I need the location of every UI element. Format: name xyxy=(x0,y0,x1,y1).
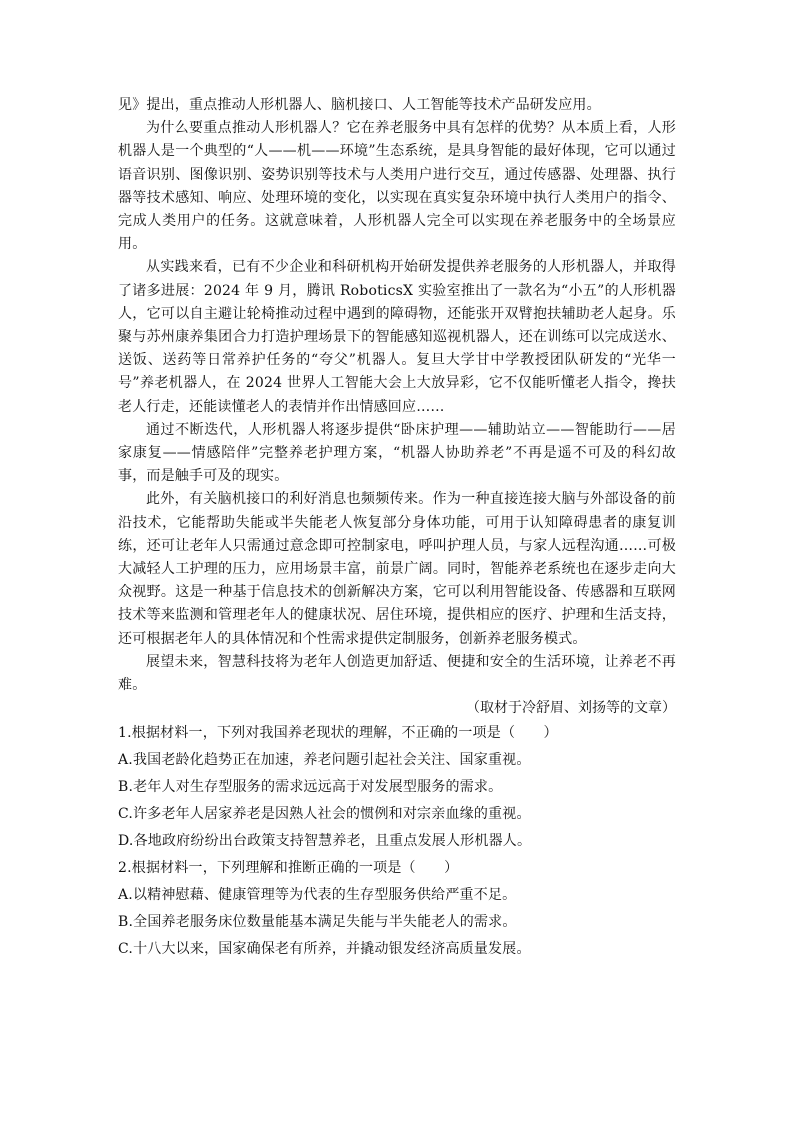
article-paragraph-3: 从实践来看，已有不少企业和科研机构开始研发提供养老服务的人形机器人，并取得了诸多进展：2024 年 9 月，腾讯 RoboticsX 实验室推出了一款名为“小五”的人形机器人，它可以自主避让轮椅推动过程中遇到的障碍物，还能张开双臂抱扶辅助老人起身。乐聚与苏州康养集团合力打造护理场景下的智能感知巡视机器人，还在训练可以完成送水、送饭、送药等日常养护任务的“夸父”机器人。复旦大学甘中学教授团队研发的“光华一号”养老机器人，在 2024 世界人工智能大会上大放异彩，它不仅能听懂老人指令，搀扶老人行走，还能读懂老人的表情并作出情感回应…… xyxy=(118,259,676,415)
question-option: B.老年人对生存型服务的需求远远高于对发展型服务的需求。 xyxy=(118,779,503,796)
question-option: D.各地政府纷纷出台政策支持智慧养老，且重点发展人形机器人。 xyxy=(118,833,532,850)
question-1 xyxy=(118,720,676,855)
question-2 xyxy=(118,855,676,963)
document-page xyxy=(118,94,676,963)
question-option: B.全国养老服务床位数量能基本满足失能与半失能老人的需求。 xyxy=(118,914,517,931)
article-paragraph-1: 见》提出，重点推动人形机器人、脑机接口、人工智能等技术产品研发应用。 xyxy=(118,97,601,113)
question-option: C.十八大以来，国家确保老有所养，并撬动银发经济高质量发展。 xyxy=(118,941,531,958)
question-option: C.许多老年人居家养老是因熟人社会的惯例和对宗亲血缘的重视。 xyxy=(118,806,531,823)
article-paragraph-6: 展望未来，智慧科技将为老年人创造更加舒适、便捷和安全的生活环境，让养老不再难。 xyxy=(118,653,676,694)
article-paragraph-4: 通过不断迭代，人形机器人将逐步提供“卧床护理——辅助站立——智能助行——居家康复——情感陪伴”完整养老护理方案，“机器人协助养老”不再是遥不可及的科幻故事，而是触手可及的现实。 xyxy=(118,421,676,485)
article-source: （取材于冷舒眉、刘扬等的文章） xyxy=(466,700,676,717)
article-paragraph-2: 为什么要重点推动人形机器人？它在养老服务中具有怎样的优势？从本质上看，人形机器人是一个典型的“人——机——环境”生态系统，是具身智能的最好体现，它可以通过语音识别、图像识别、姿势识别等技术与人类用户进行交互，通过传感器、处理器、执行器等技术感知、响应、处理环境的变化，以实现在真实复杂环境中执行人类用户的指令、完成人类用户的任务。这就意味着，人形机器人完全可以实现在养老服务中的全场景应用。 xyxy=(118,120,676,253)
article-paragraph-5: 此外，有关脑机接口的利好消息也频频传来。作为一种直接连接大脑与外部设备的前沿技术，它能帮助失能或半失能老人恢复部分身体功能，可用于认知障碍患者的康复训练，还可让老年人只需通过意念即可控制家电，呼叫护理人员，与家人远程沟通……可极大减轻人工护理的压力，应用场景丰富，前景广阔。同时，智能养老系统也在逐步走向大众视野。这是一种基于信息技术的创新解决方案，它可以利用智能设备、传感器和互联网技术等来监测和管理老年人的健康状况、居住环境，提供相应的医疗、护理和生活支持，还可根据老年人的具体情况和个性需求提供定制服务，创新养老服务模式。 xyxy=(118,491,676,647)
question-stem: 2.根据材料一，下列理解和推断正确的一项是（ ） xyxy=(118,860,459,877)
question-option: A.以精神慰藉、健康管理等为代表的生存型服务供给严重不足。 xyxy=(118,887,517,904)
question-option: A.我国老龄化趋势正在加速，养老问题引起社会关注、国家重视。 xyxy=(118,752,531,769)
question-stem: 1.根据材料一，下列对我国养老现状的理解，不正确的一项是（ ） xyxy=(118,725,558,742)
